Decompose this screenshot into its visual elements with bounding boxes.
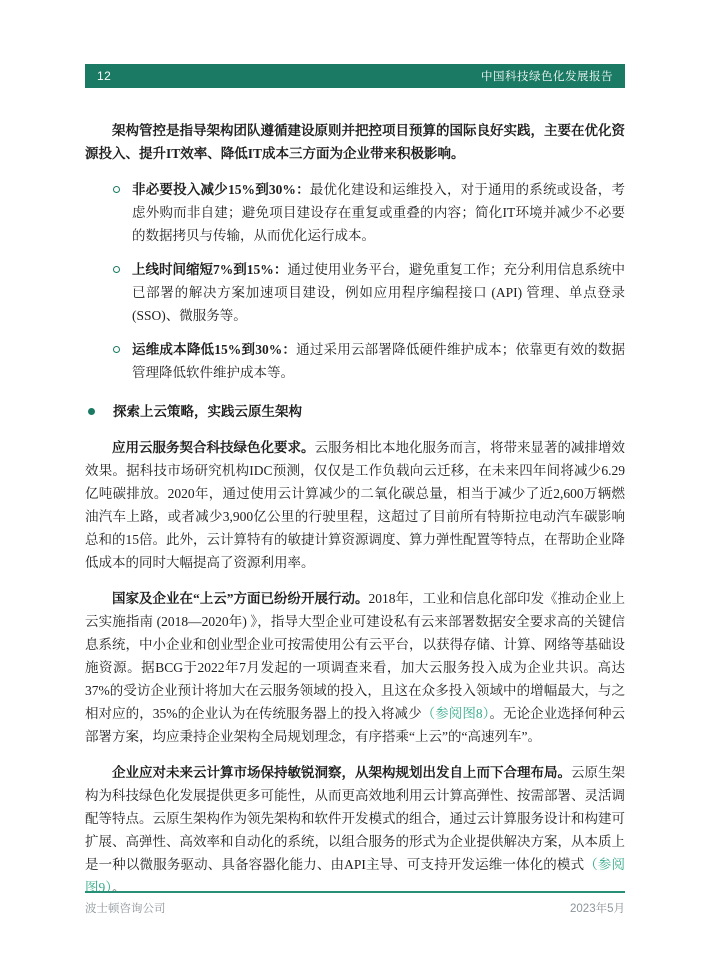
footer-company: 波士顿咨询公司	[85, 903, 166, 915]
bullet-body: 最优化建设和运维投入，对于通用的系统或设备，考虑外购而非自建；避免项目建设存在重复或重叠的内容；简化IT环境并减少不必要的数据拷贝与传输，从而优化运行成本。	[132, 182, 626, 243]
list-item-text	[132, 338, 625, 384]
benefit-list	[85, 178, 625, 384]
paragraph-body: 云原生架构为科技绿色化发展提供更多可能性，从而更高效地利用云计算高弹性、按需部署、灵活调配等特点。云原生架构作为领先架构和软件开发模式的组合，通过云计算服务设计和构建可扩展、高弹性、高效率和自动化的系统，以组合服务的形式为企业提供解决方案，从本质上是一种以微服务驱动、具备容器化能力、由API主导、可支持开发运维一体化的模式	[85, 765, 625, 872]
footer-date: 2023年5月	[570, 903, 625, 915]
list-item-text	[132, 178, 625, 247]
intro-text: 架构管控是指导架构团队遵循建设原则并把控项目预算的国际良好实践，主要在优化资源投入、提升IT效率、降低IT成本三方面为企业带来积极影响。	[85, 123, 625, 161]
figure-8-link[interactable]: （参阅图8）	[421, 706, 490, 721]
section-heading: 探索上云策略，实践云原生架构	[113, 404, 302, 419]
list-item-text	[132, 258, 625, 327]
figure-9-link[interactable]: （参阅图9）	[85, 857, 625, 895]
bullet-body: 通过使用业务平台，避免重复工作；充分利用信息系统中已部署的解决方案加速项目建设，例如应用程序编程接口 (API) 管理、单点登录 (SSO)、微服务等。	[132, 262, 626, 323]
bullet-lead: 运维成本降低15%到30%：	[132, 342, 297, 357]
header-bar	[85, 64, 625, 88]
paragraph-lead: 应用云服务契合科技绿色化要求。	[112, 440, 315, 455]
section-heading-row	[85, 400, 625, 423]
report-title: 中国科技绿色化发展报告	[481, 71, 613, 83]
intro-paragraph	[85, 119, 625, 165]
paragraph-lead: 企业应对未来云计算市场保持敏锐洞察，从架构规划出发自上而下合理布局。	[112, 765, 571, 780]
content-area	[85, 119, 625, 912]
bullet-lead: 非必要投入减少15%到30%：	[132, 182, 310, 197]
bullet-lead: 上线时间缩短7%到15%：	[132, 262, 288, 277]
disc-bullet-icon	[88, 408, 95, 415]
paragraph-body: 云服务相比本地化服务而言，将带来显著的减排增效效果。据科技市场研究机构IDC预测，仅仅是工作负载向云迁移，在未来四年间将减少6.29亿吨碳排放。2020年，通过使用云计算减少的二氧化碳总量，相当于减少了近2,600万辆燃油汽车上路，或者减少3,900亿公里的行驶里程，这超过了目前所有特斯拉电动汽车碳影响总和的15倍。此外，云计算特有的敏捷计算资源调度、算力弹性配置等特点，在帮助企业降低成本的同时大幅提高了资源利用率。	[85, 440, 625, 570]
circle-bullet-icon	[113, 266, 120, 273]
footer	[85, 891, 625, 916]
paragraph-tail: 。无论企业选择何种云部署方案，均应秉持企业架构全局规划理念，有序搭乘“上云”的“高速列车”。	[85, 706, 626, 744]
paragraph-lead: 国家及企业在“上云”方面已纷纷开展行动。	[112, 591, 369, 606]
cloud-action-paragraph	[85, 587, 625, 748]
paragraph-body: 2018年，工业和信息化部印发《推动企业上云实施指南 (2018—2020年) 》，指导大型企业可建设私有云来部署数据安全要求高的关键信息系统，中小企业和创业型企业可按需使用公有云平台，以获得存储、计算、网络等基础设施资源。据BCG于2022年7月发起的一项调查来看，加大云服务投入成为企业共识。高达37%的受访企业预计将加大在云服务领域的投入，且这在众多投入领域中的增幅最大，与之相对应的，35%的企业认为在传统服务器上的投入将减少	[85, 591, 625, 721]
bullet-body: 通过采用云部署降低硬件维护成本；依靠更有效的数据管理降低软件维护成本等。	[132, 342, 626, 380]
cloud-native-paragraph	[85, 761, 625, 899]
circle-bullet-icon	[113, 186, 120, 193]
list-item	[85, 338, 625, 384]
list-item	[85, 178, 625, 247]
cloud-services-paragraph	[85, 436, 625, 574]
list-item	[85, 258, 625, 327]
circle-bullet-icon	[113, 346, 120, 353]
paragraph-tail: 。	[112, 880, 126, 895]
page-number: 12	[97, 69, 112, 83]
